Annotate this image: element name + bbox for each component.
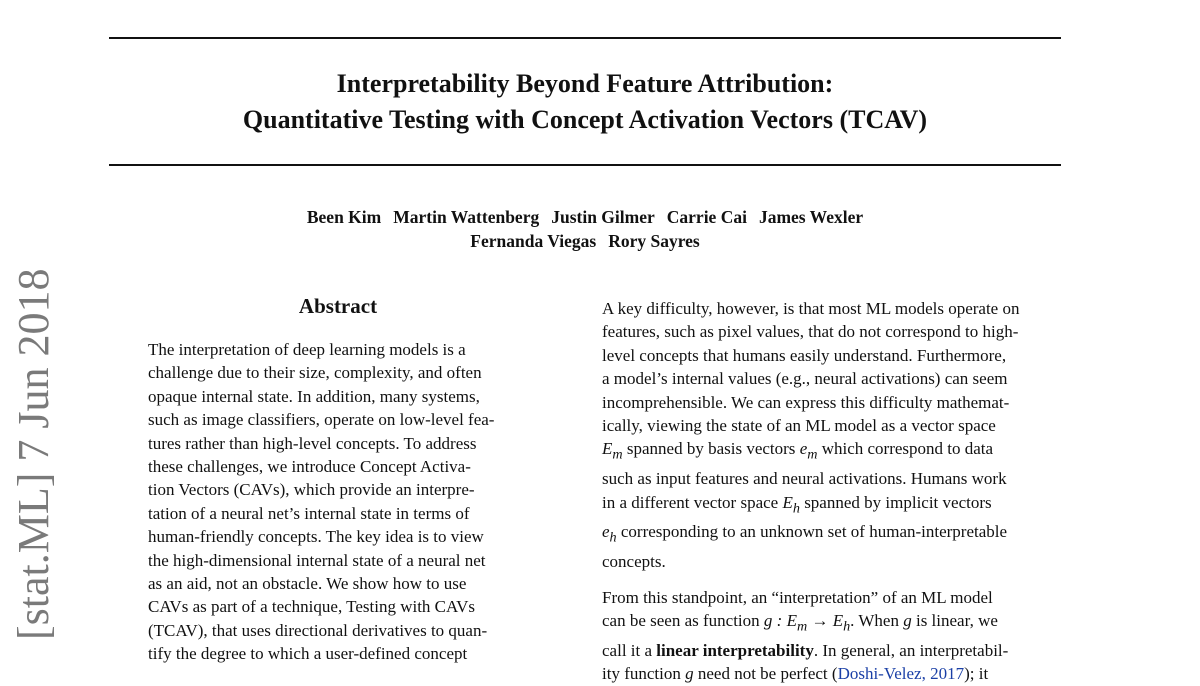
body-text: can be seen as function <box>602 611 764 631</box>
title-bottom-rule <box>109 164 1061 166</box>
math-subscript: h <box>843 618 851 635</box>
abstract-line: as an aid, not an obstacle. We show how to use <box>148 574 467 594</box>
body-line <box>602 437 1062 467</box>
body-text: which correspond to data <box>817 439 994 459</box>
body-text: is linear, we <box>911 611 998 631</box>
author-name: Carrie Cai <box>666 207 747 227</box>
body-text: . In general, an interpretabil- <box>813 640 1009 660</box>
author-name: Justin Gilmer <box>551 207 655 227</box>
abstract-line: tify the degree to which a user-defined concept <box>148 644 468 664</box>
title-line-1: Interpretability Beyond Feature Attribution: <box>336 69 834 98</box>
author-name: Been Kim <box>306 207 382 227</box>
body-line <box>602 609 1062 639</box>
abstract-line: (TCAV), that uses directional derivatives to quan- <box>148 620 488 640</box>
body-line <box>602 662 1062 685</box>
body-line: From this standpoint, an “interpretation” of an ML model <box>602 587 993 607</box>
body-line: concepts. <box>602 552 666 572</box>
math-subscript: m <box>796 618 808 635</box>
body-line <box>602 639 1062 662</box>
author-name: Fernanda Viegas <box>470 231 597 251</box>
arxiv-identifier-stamp: [stat.ML] 7 Jun 2018 <box>9 268 58 640</box>
author-line-2 <box>109 229 1061 253</box>
math-expression: → E <box>807 611 844 631</box>
body-text: call it a <box>602 640 657 660</box>
math-subscript: m <box>612 446 623 463</box>
citation-link[interactable]: Doshi-Velez, 2017 <box>837 664 965 684</box>
math-expression: g : E <box>763 611 797 631</box>
author-name: Rory Sayres <box>608 231 700 251</box>
math-symbol: E <box>602 439 613 459</box>
math-symbol: g <box>903 611 912 631</box>
abstract-line: CAVs as part of a technique, Testing with CAVs <box>148 597 475 617</box>
abstract-text <box>148 338 528 666</box>
body-line: such as input features and neural activations. Humans work <box>602 469 1007 489</box>
abstract-heading: Abstract <box>298 294 378 318</box>
body-text: need not be perfect ( <box>693 664 838 684</box>
math-symbol: e <box>799 439 808 459</box>
body-paragraph-2 <box>602 586 1062 686</box>
body-line: level concepts that humans easily understand. Furthermore, <box>602 345 1007 365</box>
abstract-line: opaque internal state. In addition, many systems, <box>148 386 480 406</box>
body-line: ically, viewing the state of an ML model as a vector space <box>602 416 996 436</box>
math-subscript: h <box>609 529 617 546</box>
author-line-1 <box>109 205 1061 229</box>
abstract-line: The interpretation of deep learning models is a <box>148 340 466 359</box>
abstract-line: such as image classifiers, operate on low-level fea- <box>148 410 495 430</box>
body-line <box>602 491 1062 521</box>
abstract-line: human-friendly concepts. The key idea is to view <box>148 527 484 547</box>
body-text: . When <box>850 611 904 631</box>
body-line: A key difficulty, however, is that most ML models operate on <box>602 299 1020 318</box>
paper-title <box>109 66 1061 138</box>
body-line: incomprehensible. We can express this difficulty mathemat- <box>602 392 1010 412</box>
math-subscript: h <box>792 500 800 517</box>
body-text: ); it <box>964 664 989 684</box>
body-column-right <box>602 297 1062 686</box>
body-text: corresponding to an unknown set of human-interpretable <box>616 522 1008 542</box>
abstract-line: challenge due to their size, complexity, and often <box>148 363 482 383</box>
body-line <box>602 520 1062 550</box>
abstract-column <box>148 293 528 666</box>
math-symbol: e <box>602 522 610 542</box>
author-name: James Wexler <box>758 207 864 227</box>
title-top-rule <box>109 37 1061 39</box>
body-text: spanned by implicit vectors <box>799 492 992 512</box>
abstract-line: tion Vectors (CAVs), which provide an interpre- <box>148 480 475 500</box>
body-paragraph-1 <box>602 297 1062 574</box>
body-line: features, such as pixel values, that do not correspond to high- <box>602 322 1019 342</box>
bold-term: linear interpretability <box>656 640 814 660</box>
author-list <box>109 205 1061 253</box>
body-text: in a different vector space <box>602 492 783 512</box>
abstract-line: the high-dimensional internal state of a neural net <box>148 550 486 570</box>
abstract-line: tation of a neural net’s internal state in terms of <box>148 503 470 523</box>
math-subscript: m <box>807 446 818 463</box>
abstract-line: tures rather than high-level concepts. To address <box>148 433 477 453</box>
body-text: spanned by basis vectors <box>622 439 800 459</box>
body-line: a model’s internal values (e.g., neural activations) can seem <box>602 369 1008 389</box>
body-text: ity function <box>602 664 686 684</box>
author-name: Martin Wattenberg <box>393 207 540 227</box>
abstract-line: these challenges, we introduce Concept Activa- <box>148 457 471 477</box>
title-line-2: Quantitative Testing with Concept Activation Vectors (TCAV) <box>242 105 928 134</box>
math-symbol: E <box>782 492 793 512</box>
math-symbol: g <box>685 664 694 684</box>
